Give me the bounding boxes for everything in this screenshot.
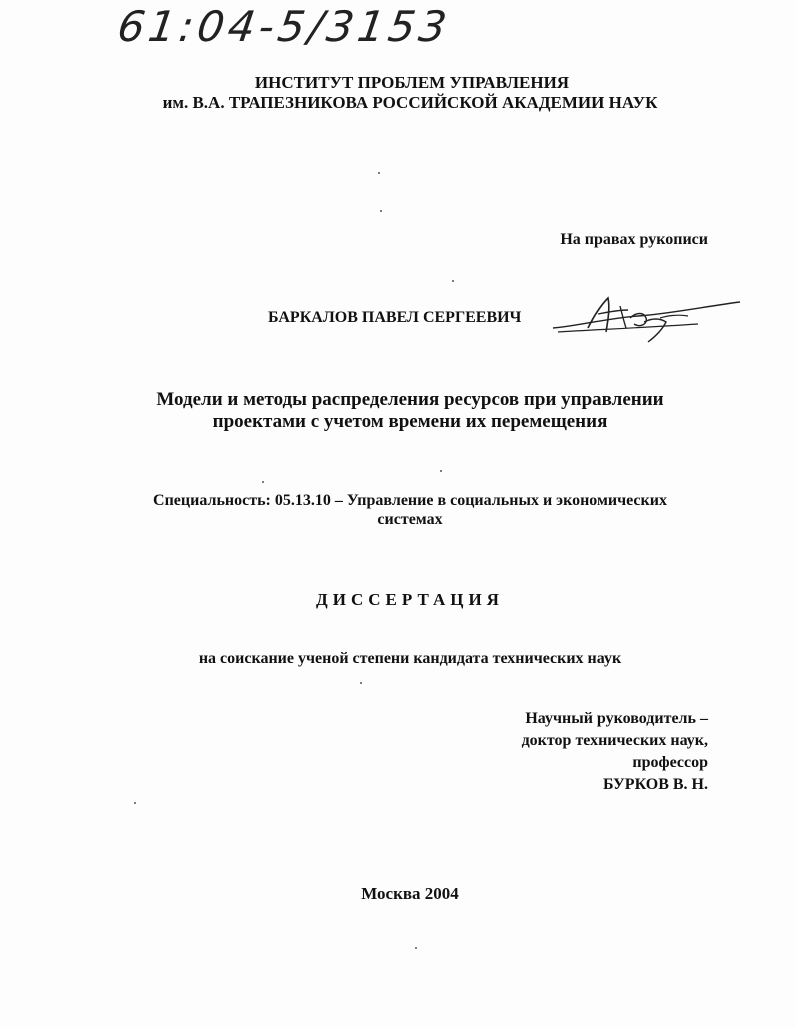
supervisor-rank: профессор [632,754,708,771]
dissertation-title-line-1: Модели и методы распределения ресурсов при управлении [156,389,664,410]
scan-speck [262,481,264,483]
city-year: Москва 2004 [361,884,459,903]
institute-name-line-2: им. В.А. ТРАПЕЗНИКОВА РОССИЙСКОЙ АКАДЕМИИ НАУК [162,93,658,112]
supervisor-name: БУРКОВ В. Н. [603,776,708,793]
scan-speck [360,682,362,684]
institute-name-line-1: ИНСТИТУТ ПРОБЛЕМ УПРАВЛЕНИЯ [254,73,570,92]
specialty-line-2: системах [377,511,443,528]
scan-speck [415,947,417,949]
scan-speck [378,172,380,174]
scan-speck [134,802,136,804]
degree-statement: на соискание ученой степени кандидата технических наук [198,650,622,667]
document-type-heading: ДИССЕРТАЦИЯ [316,590,504,609]
author-name: БАРКАЛОВ ПАВЕЛ СЕРГЕЕВИЧ [268,309,522,326]
supervisor-degree: доктор технических наук, [521,732,708,749]
archive-code-handwritten: 61:04-5/3153 [114,2,454,51]
supervisor-block [522,708,708,796]
scan-speck [440,470,442,472]
specialty-line-1: Специальность: 05.13.10 – Управление в социальных и экономических [153,492,667,509]
scan-speck [380,210,382,212]
signature-icon [548,288,743,343]
scan-speck [452,280,454,282]
dissertation-title-line-2: проектами с учетом времени их перемещения [212,411,608,432]
supervisor-role: Научный руководитель – [525,710,708,727]
rights-notice: На правах рукописи [560,231,708,248]
